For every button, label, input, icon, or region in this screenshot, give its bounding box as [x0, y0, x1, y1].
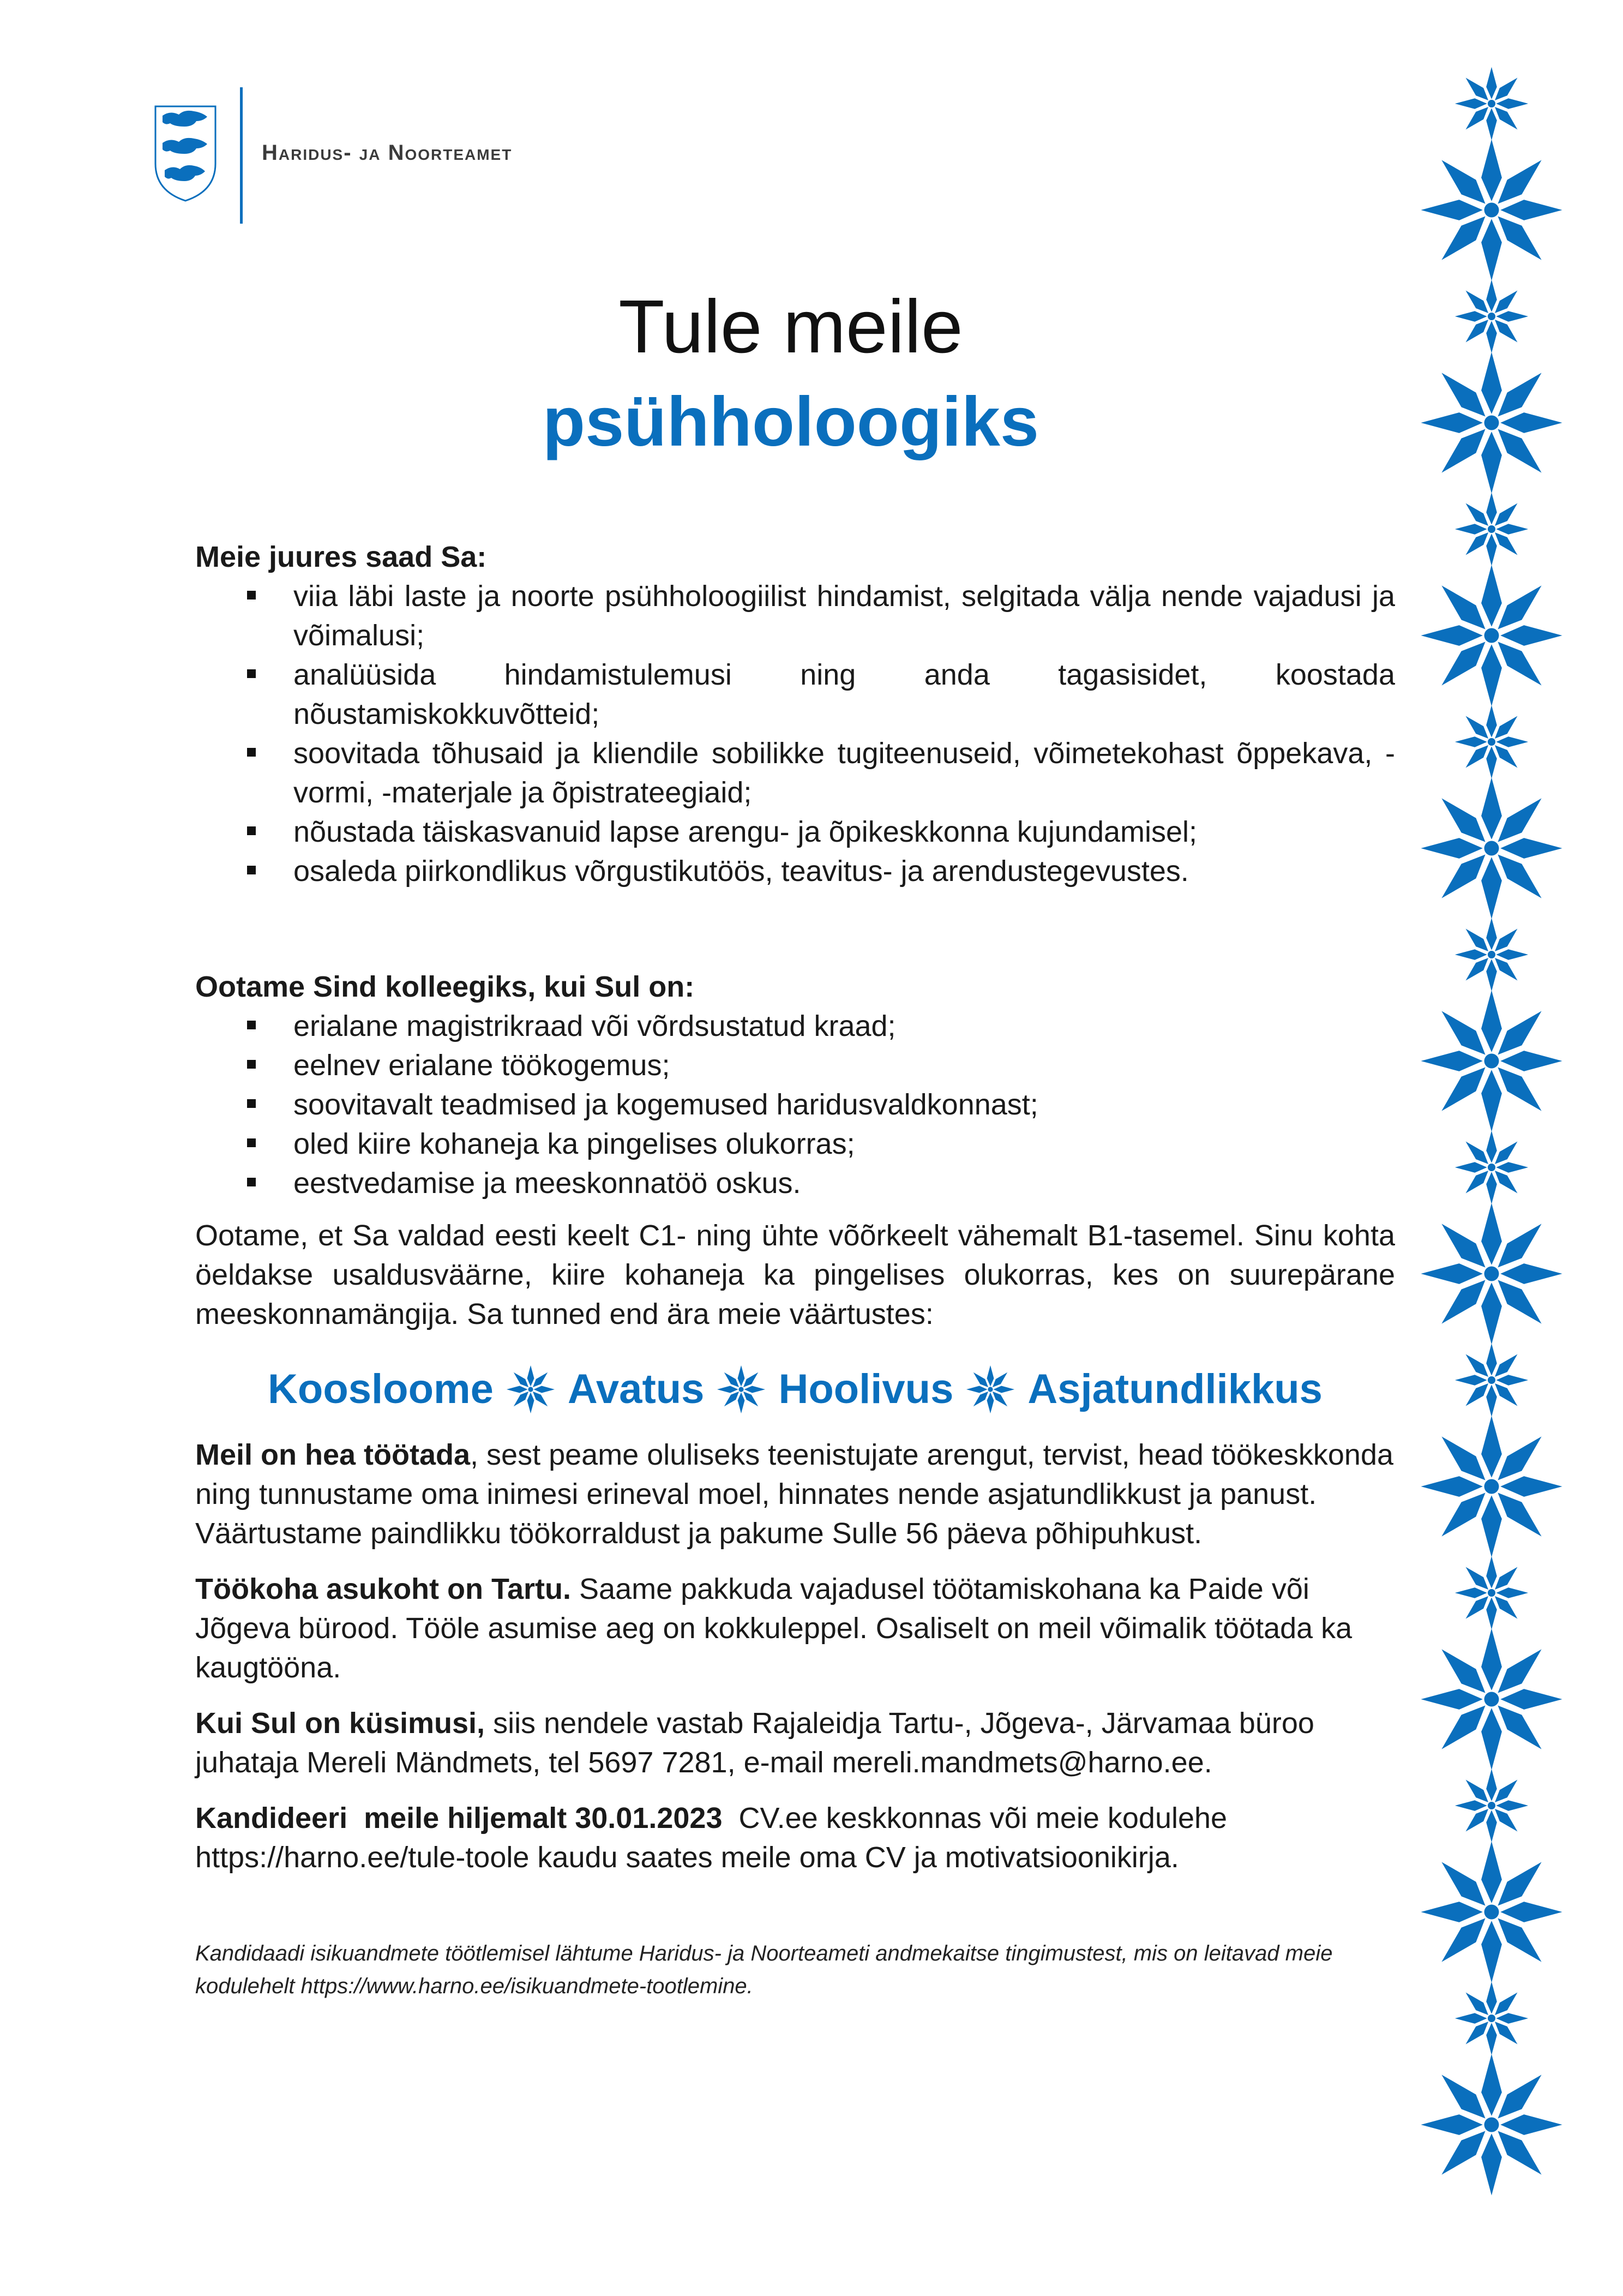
benefits-paragraph: Meil on hea töötada, sest peame oluliseks teenistujate arengut, tervist, head töökeskkonda ning tunnustame oma inimesi erineval moel, hinnates nende asjatundlikkust ja panust. Väärtustame paindlikku töökorraldust ja pakume Sulle 56 päeva põhipuhkust.: [195, 1438, 1394, 1550]
bullet-icon: [247, 1178, 256, 1186]
star-icon: [506, 1364, 556, 1414]
list-item: oled kiire kohaneja ka pingelises olukorras;: [195, 1124, 1395, 1164]
list-item: analüüsida hindamistulemusi ning anda tagasisidet, koostada nõustamiskokkuvõtteid;: [195, 655, 1395, 734]
large-star-icon: [1418, 1838, 1565, 1986]
large-star-icon: [1418, 987, 1565, 1135]
small-star-icon: [1453, 1980, 1530, 2057]
coat-of-arms-icon: [153, 104, 218, 202]
small-star-icon: [1453, 916, 1530, 993]
list-item: erialane magistrikraad või võrdsustatud kraad;: [195, 1006, 1395, 1046]
value-label: Hoolivus: [778, 1366, 954, 1412]
bullet-icon: [247, 826, 256, 835]
small-star-icon: [1453, 278, 1530, 355]
bullet-icon: [247, 866, 256, 874]
bullet-icon: [247, 1138, 256, 1147]
star-icon: [965, 1364, 1015, 1414]
location-paragraph: Töökoha asukoht on Tartu. Saame pakkuda vajadusel töötamiskohana ka Paide või Jõgeva bürood. Tööle asumise aeg on kokkuleppel. Osaliselt on meil võimalik töötada ka kaugtööna.: [195, 1573, 1352, 1684]
small-star-icon: [1453, 1129, 1530, 1206]
small-star-icon: [1453, 1342, 1530, 1418]
page-title: Tule meile: [618, 285, 963, 369]
large-star-icon: [1418, 136, 1565, 284]
value-label: Asjatundlikkus: [1027, 1366, 1323, 1412]
list-item: eestvedamise ja meeskonnatöö oskus.: [195, 1164, 1395, 1203]
large-star-icon: [1418, 1200, 1565, 1347]
large-star-icon: [1418, 562, 1565, 709]
small-star-icon: [1453, 491, 1530, 567]
list-item: soovitavalt teadmised ja kogemused haridusvaldkonnast;: [195, 1085, 1395, 1124]
bullet-icon: [247, 1021, 256, 1029]
large-star-icon: [1418, 2051, 1565, 2198]
logo-divider: [240, 87, 243, 224]
contact-paragraph: Kui Sul on küsimusi, siis nendele vastab Rajaleidja Tartu-, Jõgeva-, Järvamaa büroo juhataja Mereli Mändmets, tel 5697 7281, e-mail mereli.mandmets@harno.ee.: [195, 1707, 1314, 1779]
organization-logo: [147, 87, 638, 224]
job-description: [195, 537, 1395, 2003]
organization-name: Haridus- ja Noorteamet: [262, 141, 513, 165]
bullet-icon: [247, 591, 256, 600]
value-label: Avatus: [567, 1366, 705, 1412]
large-star-icon: [1418, 1626, 1565, 1773]
bullet-icon: [247, 1060, 256, 1069]
list-item: osaleda piirkondlikus võrgustikutöös, teavitus- ja arendustegevustes.: [195, 852, 1395, 891]
requirements-list: [195, 1006, 1395, 1203]
star-border-decoration: [1412, 55, 1571, 2264]
values-row: [195, 1362, 1395, 1417]
bullet-icon: [247, 1099, 256, 1108]
job-title: psühholoogiks: [542, 383, 1039, 461]
list-item: nõustada täiskasvanuid lapse arengu- ja õpikeskkonna kujundamisel;: [195, 812, 1395, 852]
bullet-icon: [247, 748, 256, 757]
apply-paragraph: Kandideeri meile hiljemalt 30.01.2023 CV.ee keskkonnas või meie kodulehe https://harno.ee/tule-toole kaudu saates meile oma CV ja motivatsioonikirja.: [195, 1802, 1236, 1874]
bullet-icon: [247, 669, 256, 678]
large-star-icon: [1418, 349, 1565, 496]
list-item: soovitada tõhusaid ja kliendile sobilikke tugiteenuseid, võimetekohast õppekava, -vormi, -materjale ja õpistrateegiaid;: [195, 734, 1395, 812]
list-item: eelnev erialane töökogemus;: [195, 1046, 1395, 1085]
small-star-icon: [1453, 1767, 1530, 1844]
small-star-icon: [1453, 65, 1530, 142]
offer-heading: Meie juures saad Sa:: [195, 541, 487, 573]
large-star-icon: [1418, 1413, 1565, 1560]
large-star-icon: [1418, 775, 1565, 922]
list-item: viia läbi laste ja noorte psühholoogiilist hindamist, selgitada välja nende vajadusi ja võimalusi;: [195, 577, 1395, 655]
languages-paragraph: Ootame, et Sa valdad eesti keelt C1- ning ühte võõrkeelt vähemalt B1-tasemel. Sinu kohta öeldakse usaldusväärne, kiire kohaneja ka pingelises olukorras, kes on suurepärane meeskonnamängija. Sa tunned end ära meie väärtustes:: [195, 1219, 1395, 1330]
requirements-heading: Ootame Sind kolleegiks, kui Sul on:: [195, 970, 695, 1003]
value-label: Koosloome: [268, 1366, 494, 1412]
privacy-footnote: Kandidaadi isikuandmete töötlemisel lähtume Haridus- ja Noorteameti andmekaitse tingimustest, mis on leitavad meie kodulehelt https://www.harno.ee/isikuandmete-tootlemine.: [195, 1941, 1333, 1998]
star-icon: [716, 1364, 766, 1414]
small-star-icon: [1453, 704, 1530, 780]
small-star-icon: [1453, 1555, 1530, 1631]
offer-list: [195, 577, 1395, 891]
